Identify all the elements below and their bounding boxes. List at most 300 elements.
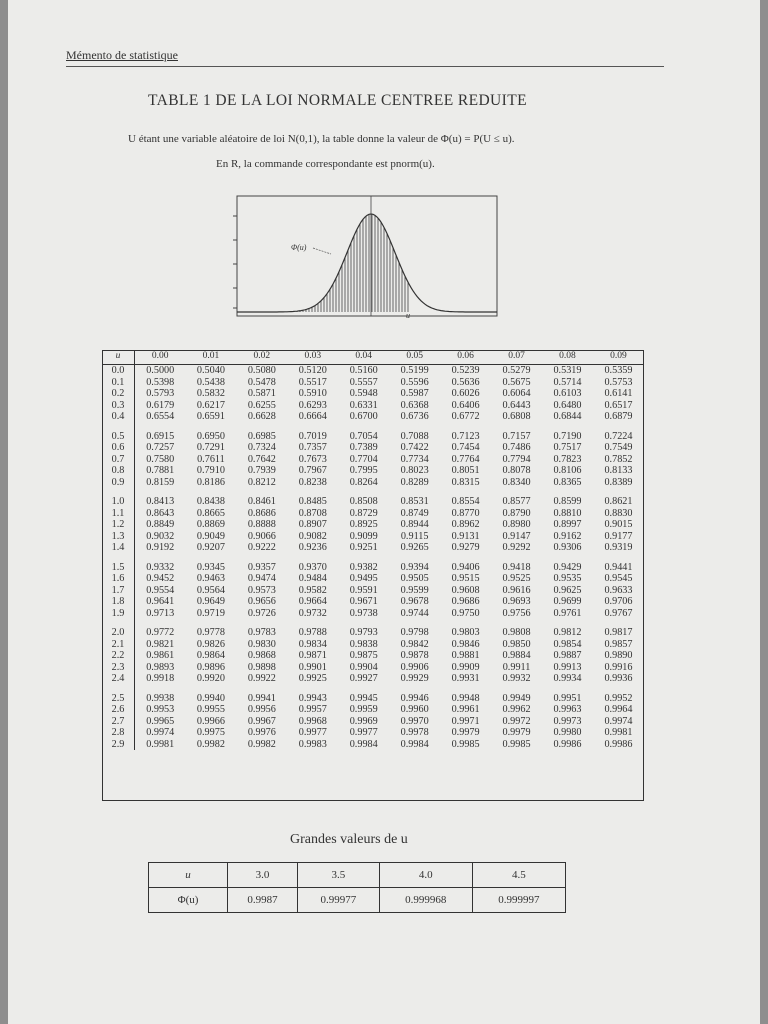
table-cell: 0.5910 (298, 388, 327, 399)
table-cell: 0.6517 (604, 399, 633, 411)
row-label: 1.6 (102, 573, 135, 585)
table-cell: 0.5040 (196, 365, 225, 376)
table-cell: 0.9049 (196, 530, 225, 542)
table-cell: 0.9251 (349, 542, 378, 553)
table-cell: 0.9925 (298, 673, 327, 684)
phi-curve-label: Φ(u) (291, 243, 307, 252)
table-cell: 0.9976 (247, 727, 276, 738)
header-rule (66, 66, 664, 67)
table-cell: 0.9973 (553, 715, 582, 727)
table-cell: 0.9788 (298, 627, 327, 638)
table-cell: 0.8925 (349, 519, 378, 530)
running-header: Mémento de statistique (66, 48, 178, 62)
table-cell: 0.9981 (604, 727, 633, 738)
table-row (102, 627, 644, 639)
table-cell: 0.8907 (298, 519, 327, 530)
table-cell: 0.9656 (247, 596, 276, 607)
table-cell: 0.9591 (349, 584, 378, 596)
table-cell: 0.9960 (400, 704, 429, 715)
table-cell: 0.5871 (247, 388, 276, 399)
table-cell: 0.7454 (451, 442, 480, 453)
table-cell: 0.8686 (247, 507, 276, 519)
table-cell: 0.8051 (451, 465, 480, 476)
group-spacer (102, 488, 644, 496)
table-row (102, 727, 644, 739)
table-cell: 0.6026 (451, 388, 480, 399)
row-label: 0.4 (102, 411, 135, 423)
table-cell: 0.8212 (247, 476, 276, 488)
row-label: 0.1 (102, 377, 135, 389)
table-cell: 0.7995 (349, 465, 378, 476)
row-label: 2.8 (102, 727, 135, 739)
column-header: 0.04 (338, 350, 389, 365)
table-cell: 0.9986 (604, 738, 633, 750)
table-cell: 0.9693 (502, 596, 531, 607)
table-cell: 0.9871 (298, 650, 327, 661)
table-cell: 0.7910 (196, 465, 225, 476)
table-cell: 0.9066 (247, 530, 276, 542)
table-cell: 0.5557 (349, 376, 378, 388)
table-cell: 0.9890 (604, 650, 633, 661)
big-u-cell: 3.0 (228, 863, 298, 888)
table-cell: 0.9967 (247, 715, 276, 727)
table-cell: 0.9222 (247, 542, 276, 553)
table-cell: 0.8531 (400, 496, 429, 507)
table-cell: 0.9901 (298, 661, 327, 673)
table-cell: 0.6554 (146, 411, 175, 422)
table-cell: 0.8508 (349, 496, 378, 507)
table-cell: 0.9474 (247, 573, 276, 584)
table-cell: 0.7852 (604, 453, 633, 465)
table-cell: 0.9292 (502, 542, 531, 553)
table-cell: 0.9582 (298, 584, 327, 596)
table-cell: 0.8810 (553, 507, 582, 519)
table-cell: 0.9984 (349, 738, 378, 750)
row-label: 0.0 (102, 365, 135, 377)
table-cell: 0.9842 (400, 638, 429, 650)
table-cell: 0.9875 (349, 650, 378, 661)
table-cell: 0.9896 (196, 661, 225, 673)
table-cell: 0.9838 (349, 638, 378, 650)
table-cell: 0.7734 (400, 453, 429, 465)
group-spacer (102, 619, 644, 627)
table-cell: 0.9236 (298, 542, 327, 553)
table-row (102, 454, 644, 466)
table-cell: 0.5517 (298, 376, 327, 388)
table-cell: 0.9418 (502, 561, 531, 573)
table-cell: 0.9131 (451, 530, 480, 542)
table-cell: 0.6141 (604, 388, 633, 399)
table-cell: 0.5398 (146, 376, 175, 388)
table-cell: 0.9678 (400, 596, 429, 607)
intro-text: U étant une variable aléatoire de loi N(0,1), la table donne la valeur de Φ(u) = P(U ≤ u). (128, 133, 515, 145)
table-cell: 0.9463 (196, 573, 225, 584)
table-cell: 0.9332 (146, 561, 175, 573)
table-cell: 0.8186 (196, 476, 225, 488)
table-cell: 0.9864 (196, 650, 225, 661)
table-row (102, 704, 644, 716)
table-cell: 0.8888 (247, 519, 276, 530)
table-cell: 0.7881 (146, 465, 175, 476)
table-cell: 0.6293 (298, 399, 327, 411)
row-label: 1.8 (102, 596, 135, 608)
row-label: 1.4 (102, 542, 135, 554)
table-cell: 0.5438 (196, 376, 225, 388)
table-row (102, 531, 644, 543)
table-cell: 0.9946 (400, 692, 429, 704)
figure-frame (237, 196, 497, 316)
table-cell: 0.6591 (196, 411, 225, 422)
table-cell: 0.8997 (553, 519, 582, 530)
row-label: 0.7 (102, 454, 135, 466)
table-row (102, 388, 644, 400)
table-cell: 0.9911 (502, 661, 531, 673)
row-label: 0.3 (102, 400, 135, 412)
table-cell: 0.9177 (604, 530, 633, 542)
table-cell: 0.8770 (451, 507, 480, 519)
table-cell: 0.9932 (502, 673, 531, 684)
table-cell: 0.9706 (604, 596, 633, 607)
table-cell: 0.9750 (451, 607, 480, 619)
row-label: 0.6 (102, 442, 135, 454)
column-header: 0.01 (185, 350, 236, 365)
table-row (102, 716, 644, 728)
table-cell: 0.9861 (146, 650, 175, 661)
table-cell: 0.7611 (197, 453, 225, 465)
table-cell: 0.9719 (196, 607, 225, 619)
table-row (102, 562, 644, 574)
table-cell: 0.9778 (196, 627, 225, 638)
table-cell: 0.9962 (502, 704, 531, 715)
table-cell: 0.9948 (451, 692, 480, 704)
table-cell: 0.5478 (247, 376, 276, 388)
table-cell: 0.5120 (298, 365, 327, 376)
table-cell: 0.8023 (400, 465, 429, 476)
table-cell: 0.9916 (604, 661, 633, 673)
table-cell: 0.9966 (196, 715, 225, 727)
table-cell: 0.6736 (400, 411, 429, 422)
column-header: 0.09 (593, 350, 644, 365)
table-cell: 0.5675 (502, 376, 531, 388)
big-phi-cell: 0.99977 (298, 888, 380, 913)
table-cell: 0.7517 (553, 442, 582, 453)
table-row (102, 639, 644, 651)
table-cell: 0.8159 (146, 476, 175, 488)
table-cell: 0.9949 (502, 692, 531, 704)
table-cell: 0.9162 (553, 530, 582, 542)
table-cell: 0.8749 (400, 507, 429, 519)
table-cell: 0.9732 (298, 607, 327, 619)
table-cell: 0.9909 (451, 661, 480, 673)
table-cell: 0.6772 (451, 411, 480, 422)
table-row (102, 377, 644, 389)
table-cell: 0.8643 (146, 507, 175, 519)
table-cell: 0.5160 (349, 365, 378, 376)
table-cell: 0.7224 (604, 430, 633, 442)
row-label: 1.2 (102, 519, 135, 531)
row-label: 0.8 (102, 465, 135, 477)
table-cell: 0.7019 (298, 430, 327, 442)
table-cell: 0.9441 (604, 561, 633, 573)
page-title: TABLE 1 DE LA LOI NORMALE CENTREE REDUITE (148, 92, 527, 109)
table-cell: 0.8365 (553, 476, 582, 488)
table-cell: 0.9981 (146, 738, 175, 750)
table-cell: 0.9977 (298, 727, 327, 738)
table-cell: 0.7291 (196, 442, 225, 453)
table-row (102, 365, 644, 377)
table-cell: 0.9744 (400, 607, 429, 619)
column-header: 0.07 (491, 350, 542, 365)
table-cell: 0.9495 (349, 573, 378, 584)
table-cell: 0.9625 (553, 584, 582, 596)
table-cell: 0.5753 (604, 376, 633, 388)
table-cell: 0.5000 (146, 365, 175, 376)
table-row (102, 739, 644, 751)
table-cell: 0.7389 (349, 442, 378, 453)
table-cell: 0.9893 (146, 661, 175, 673)
row-label: 1.9 (102, 608, 135, 620)
table-cell: 0.9713 (146, 607, 175, 619)
big-u-label: u (149, 863, 228, 888)
table-cell: 0.9783 (247, 627, 276, 638)
table-cell: 0.9115 (400, 530, 429, 542)
table-cell: 0.8315 (451, 476, 480, 488)
group-spacer (102, 685, 644, 693)
document-page (8, 0, 760, 1024)
table-cell: 0.7088 (400, 430, 429, 442)
r-command-text: En R, la commande correspondante est pnorm(u). (216, 158, 435, 170)
table-cell: 0.9959 (349, 704, 378, 715)
table-cell: 0.9898 (247, 661, 276, 673)
shaded-area (297, 214, 408, 312)
table-cell: 0.7257 (146, 442, 175, 453)
row-label: 2.6 (102, 704, 135, 716)
table-cell: 0.9943 (298, 692, 327, 704)
table-cell: 0.9207 (196, 542, 225, 553)
group-spacer (102, 554, 644, 562)
row-label: 2.4 (102, 673, 135, 685)
table-cell: 0.9515 (451, 573, 480, 584)
table-cell: 0.9961 (451, 704, 480, 715)
table-cell: 0.9952 (604, 692, 633, 704)
table-cell: 0.9545 (604, 573, 633, 584)
table-cell: 0.9940 (196, 692, 225, 704)
table-cell: 0.9953 (146, 704, 175, 715)
table-cell: 0.8413 (146, 496, 175, 507)
table-cell: 0.9099 (349, 530, 378, 542)
table-cell: 0.9887 (553, 650, 582, 661)
table-cell: 0.9964 (604, 704, 633, 715)
table-cell: 0.9983 (298, 738, 327, 750)
table-cell: 0.9881 (451, 650, 480, 661)
table-cell: 0.6179 (146, 399, 175, 411)
table-cell: 0.9793 (349, 627, 378, 638)
table-cell: 0.5319 (553, 365, 582, 376)
table-cell: 0.9726 (247, 607, 276, 619)
table-cell: 0.9641 (146, 596, 175, 607)
table-cell: 0.9826 (196, 638, 225, 650)
table-cell: 0.8577 (502, 496, 531, 507)
table-cell: 0.7157 (502, 430, 531, 442)
table-cell: 0.6808 (502, 411, 531, 422)
table-row (102, 573, 644, 585)
table-cell: 0.8389 (604, 476, 633, 488)
table-cell: 0.9878 (400, 650, 429, 661)
table-cell: 0.9429 (553, 561, 582, 573)
column-header: 0.03 (287, 350, 338, 365)
table-cell: 0.8289 (400, 476, 429, 488)
table-cell: 0.5636 (451, 376, 480, 388)
column-header: 0.02 (236, 350, 287, 365)
big-values-title: Grandes valeurs de u (290, 832, 408, 847)
table-cell: 0.9956 (247, 704, 276, 715)
table-cell: 0.8438 (196, 496, 225, 507)
y-ticks (233, 216, 237, 308)
table-cell: 0.7190 (553, 430, 582, 442)
table-row (102, 496, 644, 508)
table-cell: 0.9834 (298, 638, 327, 650)
table-cell: 0.9945 (349, 692, 378, 704)
table-cell: 0.9980 (553, 727, 582, 738)
table-cell: 0.6443 (502, 399, 531, 411)
table-cell: 0.9979 (502, 727, 531, 738)
table-cell: 0.8962 (451, 519, 480, 530)
table-cell: 0.9192 (146, 542, 175, 553)
table-row (102, 411, 644, 423)
table-cell: 0.9920 (196, 673, 225, 684)
table-cell: 0.9082 (298, 530, 327, 542)
table-cell: 0.9147 (502, 530, 531, 542)
table-cell: 0.9850 (502, 638, 531, 650)
row-label: 2.5 (102, 693, 135, 705)
table-cell: 0.7580 (146, 453, 175, 465)
table-cell: 0.9857 (604, 638, 633, 650)
table-cell: 0.9934 (553, 673, 582, 684)
table-cell: 0.9608 (451, 584, 480, 596)
table-cell: 0.9525 (502, 573, 531, 584)
table-cell: 0.7357 (298, 442, 327, 453)
table-cell: 0.7324 (247, 442, 276, 453)
table-cell: 0.9812 (553, 627, 582, 638)
table-cell: 0.9015 (604, 519, 633, 530)
table-cell: 0.5948 (349, 388, 378, 399)
table-row (102, 673, 644, 685)
table-cell: 0.9738 (349, 607, 378, 619)
table-cell: 0.8106 (553, 465, 582, 476)
table-cell: 0.7939 (247, 465, 276, 476)
table-row (102, 508, 644, 520)
table-row (102, 519, 644, 531)
table-cell: 0.7123 (451, 430, 480, 442)
row-label: 0.2 (102, 388, 135, 400)
table-cell: 0.9505 (400, 573, 429, 584)
table-cell: 0.9406 (451, 561, 480, 573)
table-cell: 0.9817 (604, 627, 633, 638)
table-cell: 0.9986 (553, 738, 582, 750)
table-header-row (102, 350, 644, 365)
table-cell: 0.9931 (451, 673, 480, 684)
table-cell: 0.9965 (146, 715, 175, 727)
table-cell: 0.6255 (247, 399, 276, 411)
table-cell: 0.9982 (247, 738, 276, 750)
table-cell: 0.6664 (298, 411, 327, 422)
table-cell: 0.9979 (451, 727, 480, 738)
table-cell: 0.8729 (349, 507, 378, 519)
table-cell: 0.6406 (451, 399, 480, 411)
table-cell: 0.5279 (502, 365, 531, 376)
big-phi-cell: 0.9987 (228, 888, 298, 913)
table-cell: 0.9808 (502, 627, 531, 638)
table-cell: 0.5080 (247, 365, 276, 376)
big-phi-label: Φ(u) (149, 888, 228, 913)
normal-density-figure (213, 192, 503, 332)
table-cell: 0.9306 (553, 542, 582, 553)
table-row (102, 662, 644, 674)
table-cell: 0.9756 (502, 607, 531, 619)
table-row (102, 477, 644, 489)
table-cell: 0.6064 (502, 388, 531, 399)
table-row (102, 400, 644, 412)
table-cell: 0.6915 (146, 430, 175, 442)
table-cell: 0.9868 (247, 650, 276, 661)
table-cell: 0.9854 (553, 638, 582, 650)
table-cell: 0.8133 (604, 465, 633, 476)
table-cell: 0.8238 (298, 476, 327, 488)
table-cell: 0.7794 (502, 453, 531, 465)
table-cell: 0.5987 (400, 388, 429, 399)
row-label: 2.7 (102, 716, 135, 728)
table-cell: 0.6628 (247, 411, 276, 422)
table-cell: 0.9671 (349, 596, 378, 607)
table-cell: 0.9941 (247, 692, 276, 704)
table-cell: 0.9985 (451, 738, 480, 750)
table-cell: 0.7967 (298, 465, 327, 476)
big-phi-cell: 0.999997 (472, 888, 565, 913)
density-curve (237, 214, 497, 312)
table-cell: 0.8708 (298, 507, 327, 519)
table-cell: 0.7673 (298, 453, 327, 465)
table-cell: 0.8621 (604, 496, 633, 507)
table-cell: 0.8264 (349, 476, 378, 488)
table-cell: 0.9884 (502, 650, 531, 661)
table-cell: 0.9699 (553, 596, 582, 607)
table-cell: 0.8944 (400, 519, 429, 530)
table-cell: 0.9968 (298, 715, 327, 727)
table-cell: 0.9633 (604, 584, 633, 596)
table-cell: 0.7642 (247, 453, 276, 465)
table-cell: 0.5793 (146, 388, 175, 399)
table-cell: 0.9951 (553, 692, 582, 704)
table-cell: 0.8485 (298, 496, 327, 507)
table-cell: 0.9830 (247, 638, 276, 650)
table-cell: 0.9649 (196, 596, 225, 607)
table-cell: 0.9977 (349, 727, 378, 738)
table-row (102, 608, 644, 620)
table-cell: 0.7704 (349, 453, 378, 465)
table-cell: 0.9803 (451, 627, 480, 638)
row-label: 1.5 (102, 562, 135, 574)
table-cell: 0.9955 (196, 704, 225, 715)
big-phi-cell: 0.999968 (379, 888, 472, 913)
table-cell: 0.5832 (196, 388, 225, 399)
table-cell: 0.8869 (196, 519, 225, 530)
table-cell: 0.9686 (451, 596, 480, 607)
table-cell: 0.8340 (502, 476, 531, 488)
table-cell: 0.9535 (553, 573, 582, 584)
group-spacer (102, 423, 644, 431)
table-cell: 0.9345 (196, 561, 225, 573)
row-label: 0.5 (102, 431, 135, 443)
